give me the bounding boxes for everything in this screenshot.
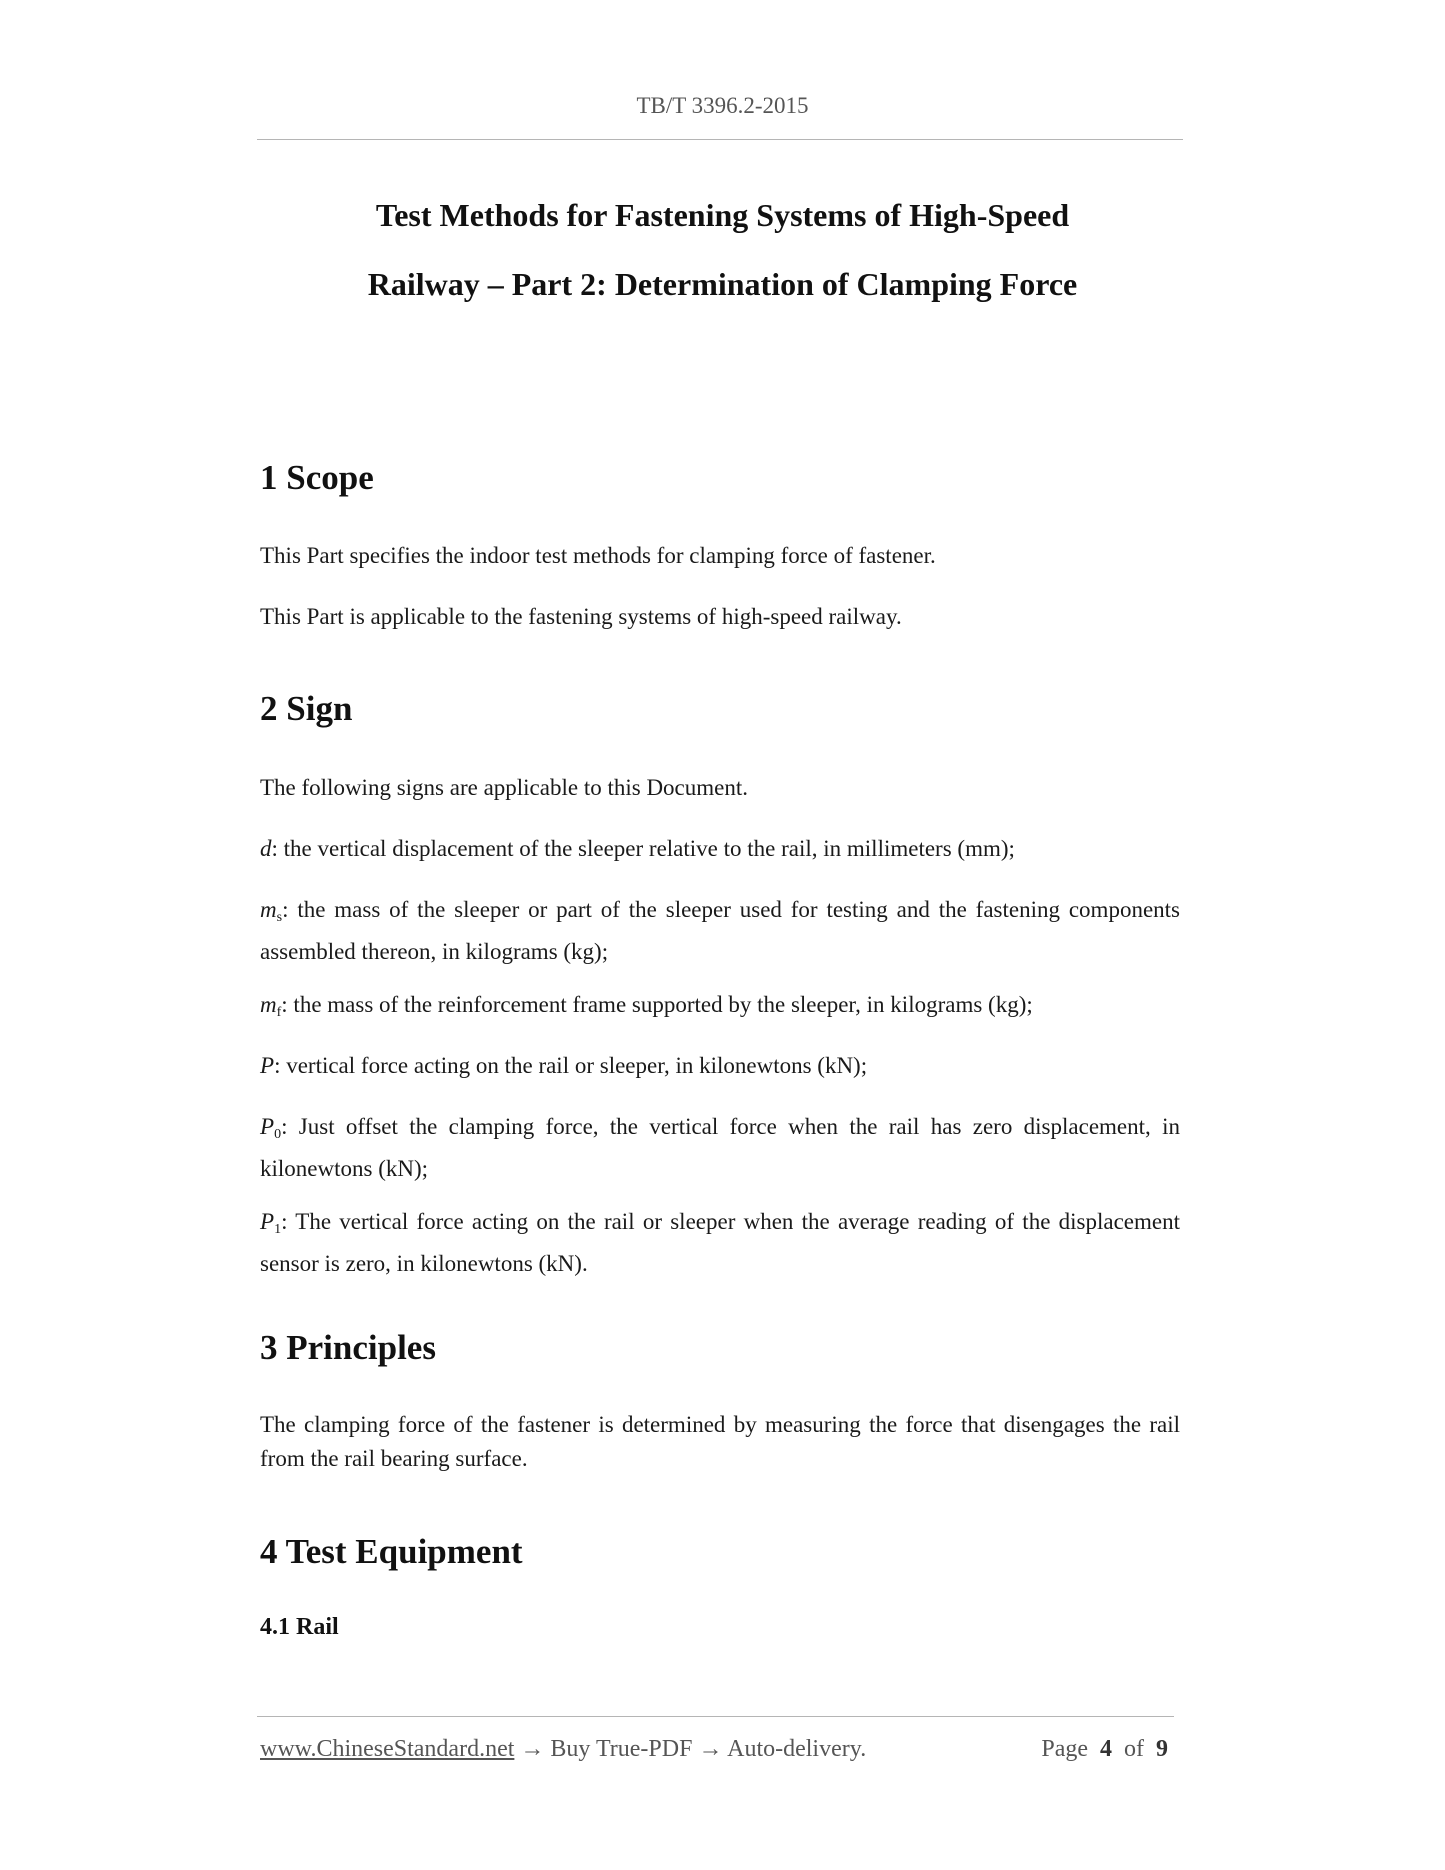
page-number: 4 [1100, 1736, 1112, 1762]
definition-p-text: : vertical force acting on the rail or sleeper, in kilonewtons (kN); [274, 1053, 868, 1078]
subscript-1: 1 [274, 1222, 282, 1237]
section-heading-principles: 3 Principles [260, 1328, 436, 1367]
document-title-line2: Railway – Part 2: Determination of Clamping Force [367, 266, 1078, 302]
symbol-m: m [260, 897, 277, 922]
subscript-s: s [276, 910, 283, 925]
subscript-0: 0 [274, 1127, 282, 1142]
definition-ms-text: : the mass of the sleeper or part of the sleeper used for testing and the fastening components assembled thereon, in kilograms (kg); [260, 897, 1180, 964]
sign-definition-p [260, 1049, 1180, 1083]
page-indicator [1041, 1736, 1168, 1763]
symbol-p: P [260, 1209, 275, 1234]
header-divider [257, 139, 1183, 140]
document-title-line1: Test Methods for Fastening Systems of High-Speed [375, 197, 1070, 233]
symbol-d: d [260, 836, 272, 861]
section-heading-scope: 1 Scope [260, 458, 374, 497]
definition-d-text: : the vertical displacement of the sleeper relative to the rail, in millimeters (mm); [271, 836, 1015, 861]
definition-mf-text: : the mass of the reinforcement frame supported by the sleeper, in kilograms (kg); [281, 992, 1033, 1017]
subscript-f: f [276, 1005, 282, 1020]
of-label: of [1124, 1736, 1144, 1762]
footer-promo [260, 1736, 866, 1763]
section-heading-sign: 2 Sign [260, 689, 353, 728]
sign-definition-p0 [260, 1110, 1180, 1186]
sign-intro: The following signs are applicable to this Document. [260, 775, 748, 800]
footer-promo-text: → Buy True-PDF → Auto-delivery. [514, 1736, 867, 1762]
sign-definition-p1 [260, 1205, 1180, 1281]
symbol-p: P [260, 1114, 275, 1139]
sign-definition-ms [260, 893, 1180, 969]
website-link[interactable]: www.ChineseStandard.net [260, 1736, 515, 1762]
definition-p1-text: : The vertical force acting on the rail or sleeper when the average reading of the displacement sensor is zero, in kilonewtons (kN). [260, 1209, 1180, 1276]
symbol-m: m [260, 992, 277, 1017]
page-label: Page [1041, 1736, 1088, 1762]
symbol-p: P [260, 1053, 275, 1078]
subsection-heading-rail: 4.1 Rail [260, 1614, 339, 1640]
scope-paragraph-2: This Part is applicable to the fastening systems of high-speed railway. [260, 604, 902, 629]
principles-paragraph: The clamping force of the fastener is determined by measuring the force that disengages the rail from the rail bearing surface. [260, 1412, 1180, 1471]
sign-definition-mf [260, 988, 1180, 1030]
sign-definition-d [260, 832, 1180, 866]
footer-divider [257, 1716, 1174, 1717]
page-total: 9 [1156, 1736, 1168, 1762]
definition-p0-text: : Just offset the clamping force, the vertical force when the rail has zero displacement, in kilonewtons (kN); [260, 1114, 1180, 1181]
header-doc-code: TB/T 3396.2-2015 [636, 93, 809, 118]
scope-paragraph-1: This Part specifies the indoor test methods for clamping force of fastener. [260, 543, 936, 568]
section-heading-test-equipment: 4 Test Equipment [260, 1532, 523, 1571]
